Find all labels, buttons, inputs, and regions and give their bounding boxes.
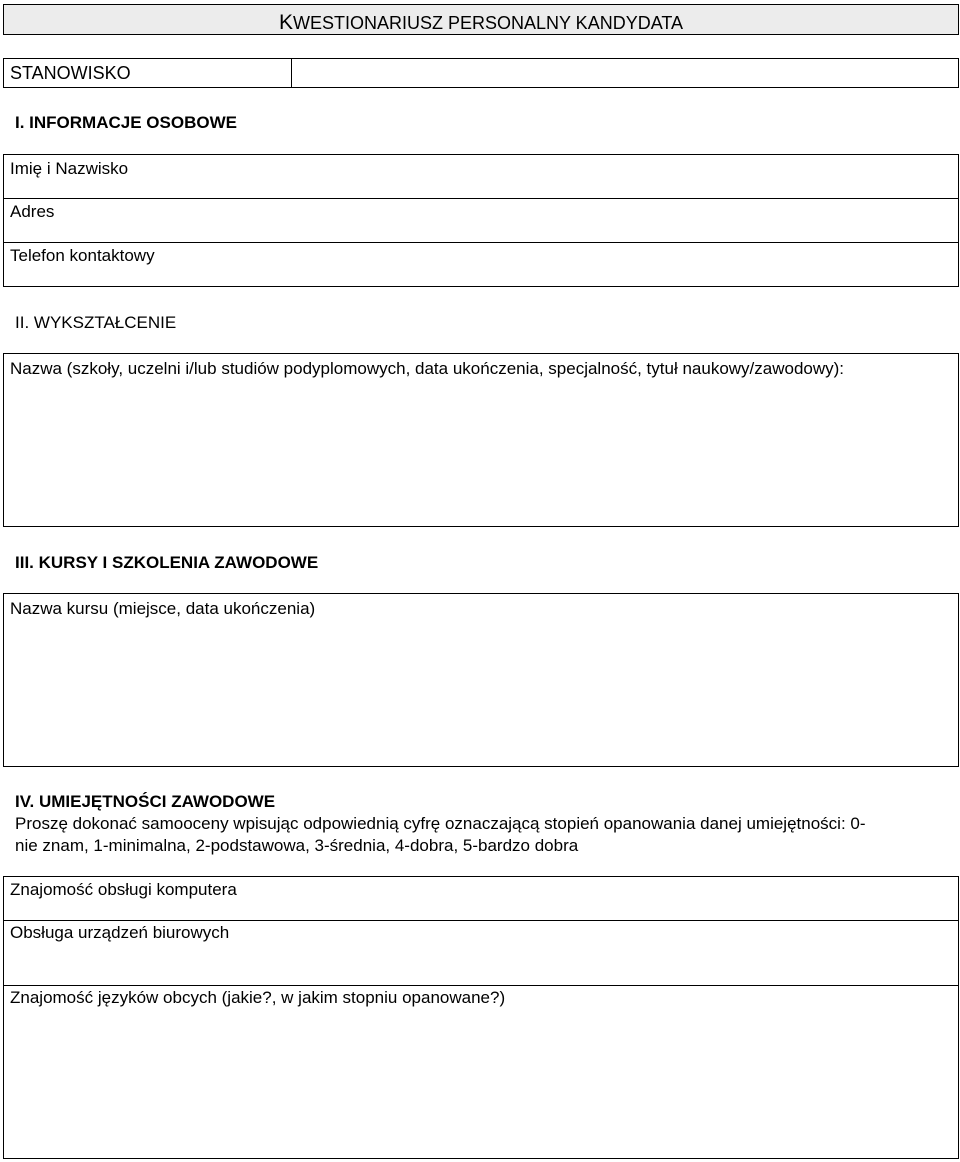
section3-heading: III. KURSY I SZKOLENIA ZAWODOWE — [15, 553, 319, 572]
courses-label: Nazwa kursu (miejsce, data ukończenia) — [10, 599, 316, 618]
position-label: STANOWISKO — [10, 63, 131, 83]
row-divider — [4, 198, 958, 199]
form-title-box — [3, 4, 959, 35]
row-divider — [4, 242, 958, 243]
phone-label: Telefon kontaktowy — [10, 246, 155, 265]
office-skills-label: Obsługa urządzeń biurowych — [10, 923, 230, 942]
position-row — [3, 58, 959, 88]
section1-heading: I. INFORMACJE OSOBOWE — [15, 113, 237, 132]
education-label: Nazwa (szkoły, uczelni i/lub studiów podyplomowych, data ukończenia, specjalność, tytuł naukowy/zawodowy): — [10, 359, 845, 378]
section4-instruction-line2: nie znam, 1-minimalna, 2-podstawowa, 3-średnia, 4-dobra, 5-bardzo dobra — [15, 836, 579, 855]
skills-table — [3, 876, 959, 1159]
form-title-rest: WESTIONARIUSZ PERSONALNY KANDYDATA — [292, 13, 684, 33]
name-label: Imię i Nazwisko — [10, 159, 129, 178]
position-divider — [291, 59, 292, 87]
office-skills-field[interactable] — [4, 921, 958, 985]
form-title — [4, 13, 958, 33]
section2-heading: II. WYKSZTAŁCENIE — [15, 313, 177, 332]
computer-skills-label: Znajomość obsługi komputera — [10, 880, 237, 899]
personal-info-table[interactable] — [3, 154, 959, 287]
address-label: Adres — [10, 202, 55, 221]
form-title-first-letter: K — [278, 11, 293, 34]
education-field[interactable] — [3, 353, 959, 527]
section4-instruction-line1: Proszę dokonać samooceny wpisując odpowiednią cyfrę oznaczającą stopień opanowania danej umiejętności: 0- — [15, 814, 866, 833]
position-input[interactable] — [293, 59, 958, 87]
languages-label: Znajomość języków obcych (jakie?, w jakim stopniu opanowane?) — [10, 988, 506, 1007]
computer-skills-field[interactable] — [4, 877, 958, 920]
languages-field[interactable] — [4, 986, 958, 1158]
courses-field[interactable] — [3, 593, 959, 767]
section4-heading: IV. UMIEJĘTNOŚCI ZAWODOWE — [15, 792, 276, 811]
